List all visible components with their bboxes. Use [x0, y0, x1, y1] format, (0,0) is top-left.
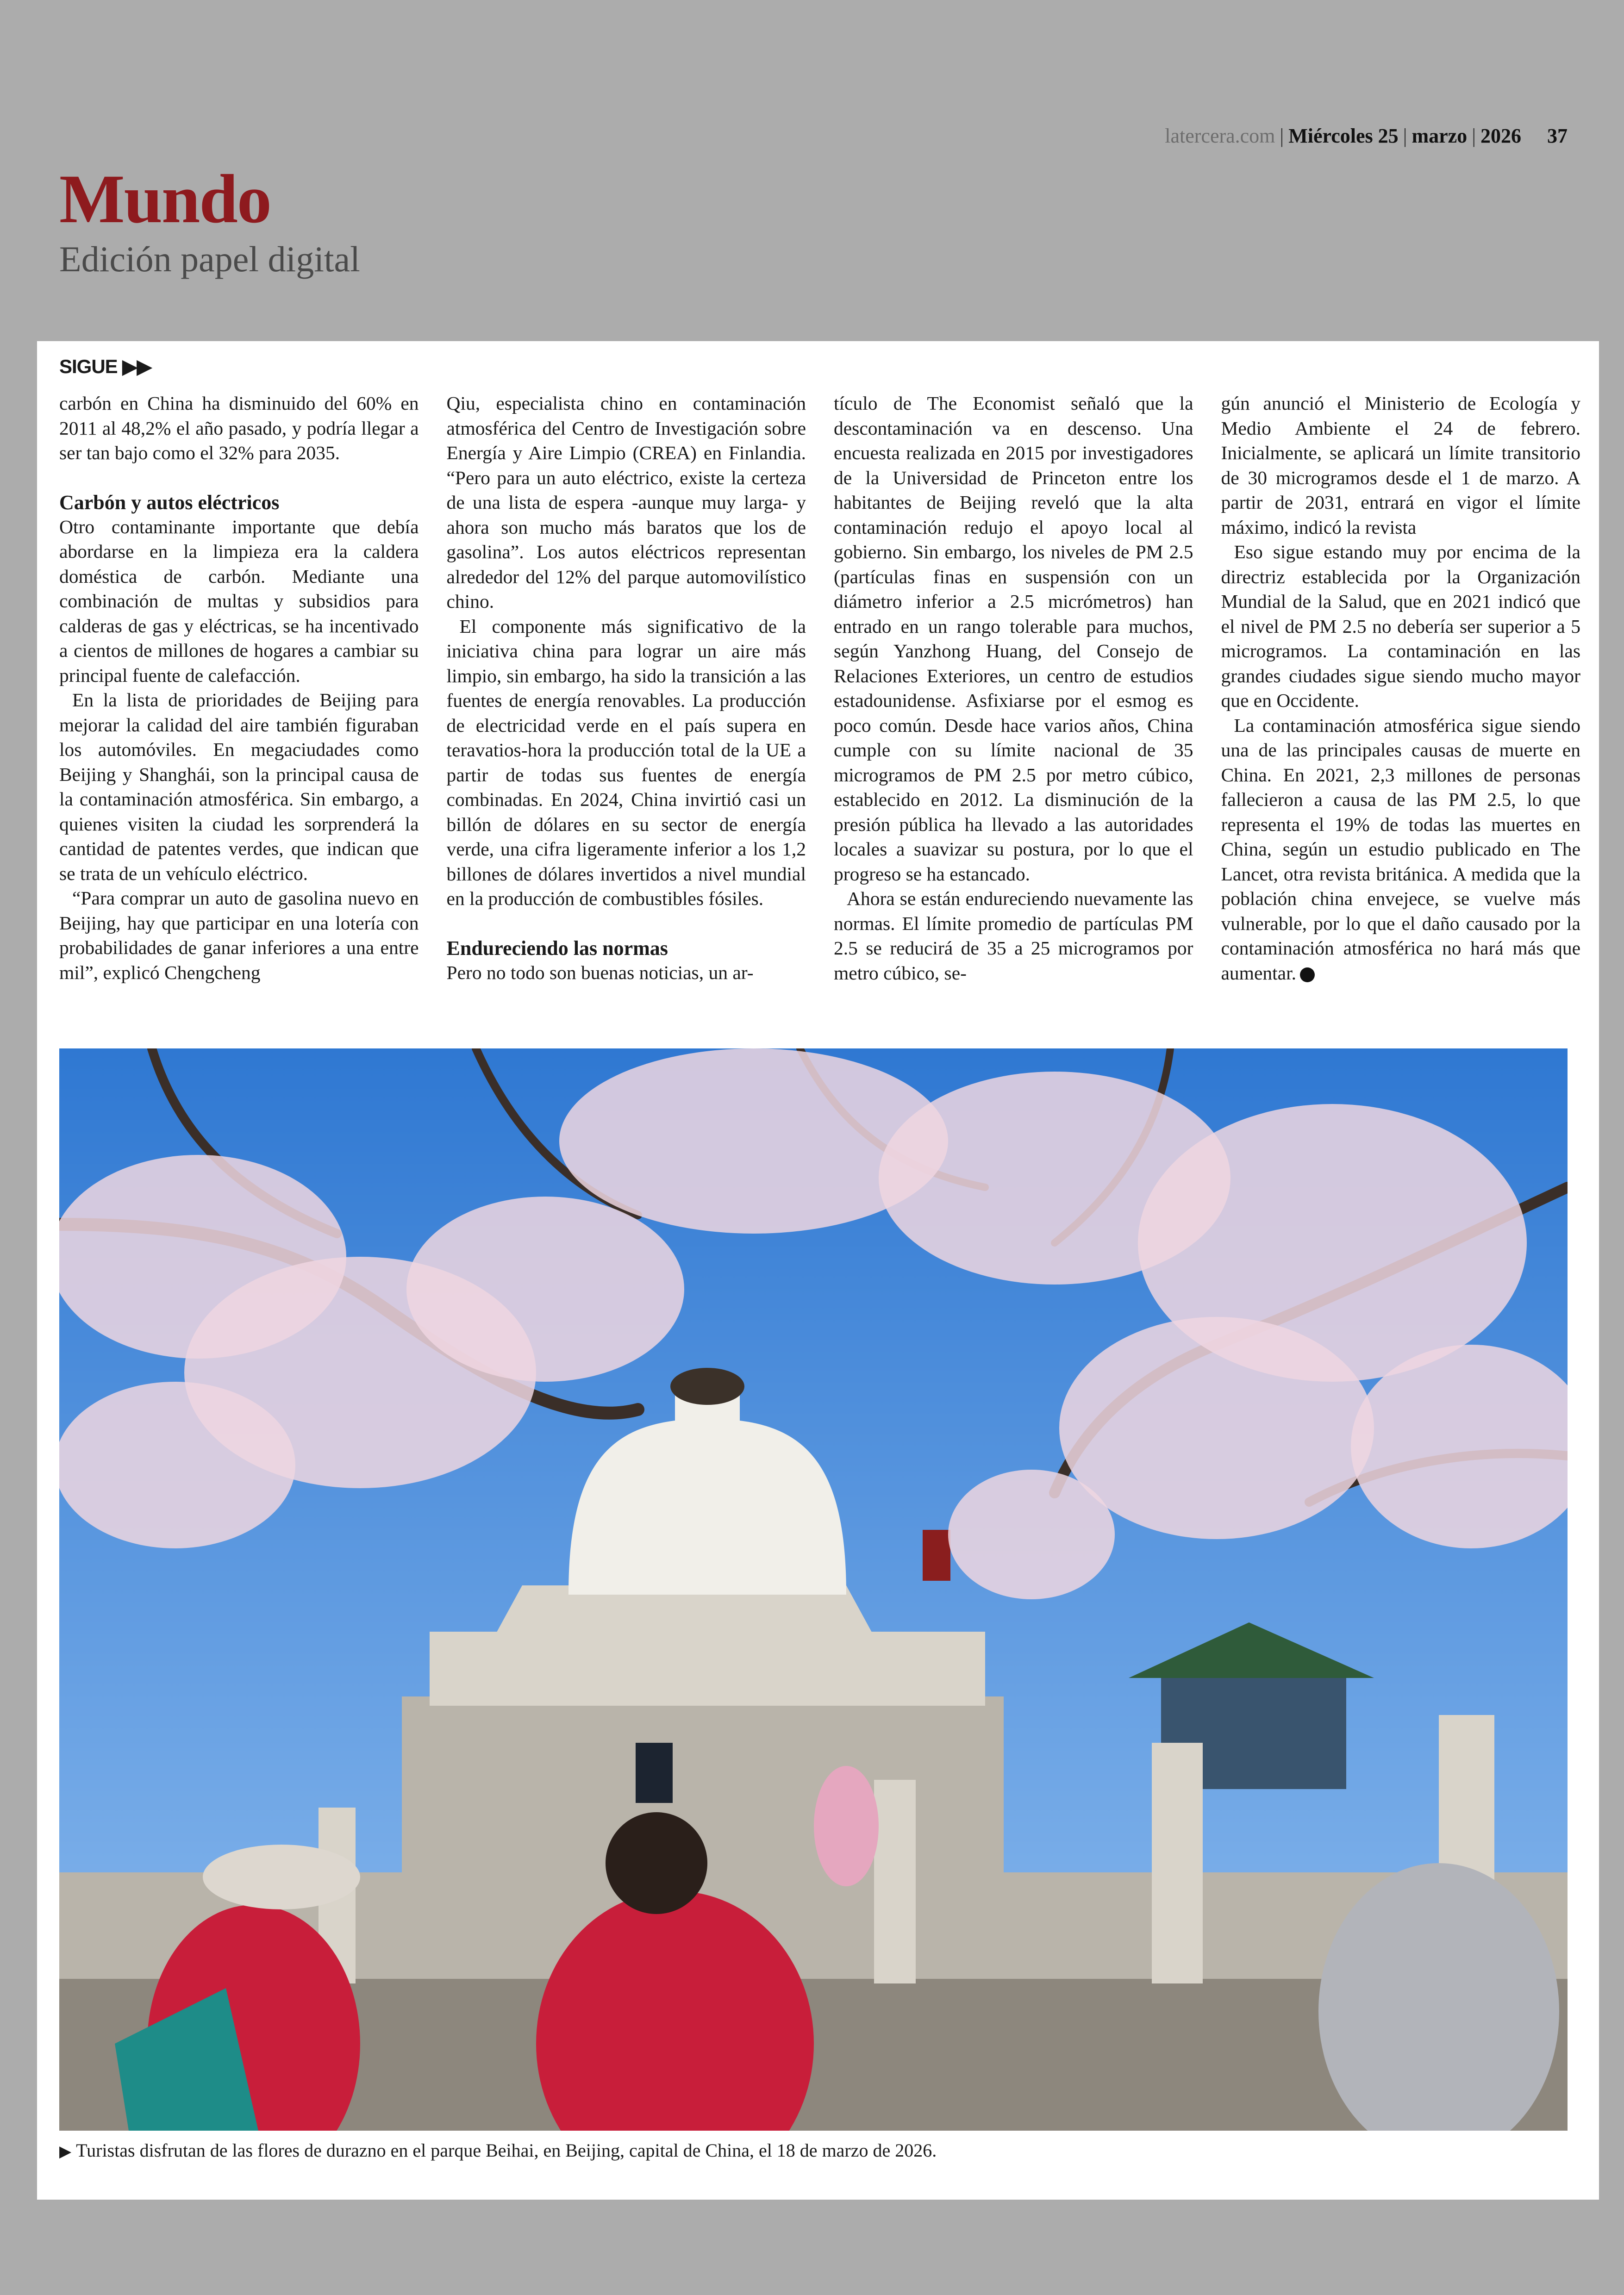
subheading: Carbón y autos eléctricos	[59, 491, 280, 514]
balustrade-post	[1152, 1743, 1203, 1983]
paragraph: gún anunció el Ministerio de Ecología y Medio Ambiente el 24 de febrero. Inicialmente, se aplicará un límite transitorio de 30 microgramos desde el 1 de marzo. A partir de 2031, entrará en vigor el límite máximo, indicó la revista	[1221, 393, 1580, 538]
paragraph: Ahora se están endureciendo nuevamente las normas. El límite promedio de partículas PM 2.5 se reducirá de 35 a 25 microgramos por metro cúbico, se-	[834, 888, 1193, 984]
page-number: 37	[1547, 125, 1568, 147]
continue-label: SIGUE ▶▶	[59, 355, 151, 377]
tourist-head	[606, 1812, 707, 1914]
paragraph: Otro contaminante importante que debía abordarse en la limpieza era la caldera doméstica de carbón. Mediante una combinación de multas y subsidios para calderas de gas y eléctricas, se ha incentivado a cientos de millones de hogares a cambiar su principal fuente de calefacción.	[59, 516, 419, 686]
tourist-on-terrace	[814, 1766, 879, 1886]
date-day: Miércoles 25	[1288, 125, 1399, 147]
article-page	[37, 341, 1599, 2200]
blossom-cluster	[948, 1470, 1115, 1599]
paragraph: Pero no todo son buenas noticias, un ar-	[446, 961, 754, 983]
paragraph: “Para comprar un auto de gasolina nuevo en Beijing, hay que participar en una lotería con probabilidades de ganar inferiores a una entre mil”, explicó Chengcheng	[59, 887, 419, 983]
paragraph: La contaminación atmosférica sigue siendo una de las principales causas de muerte en China. En 2021, 2,3 millones de personas fallecieron a causa de las PM 2.5, lo que representa el 19% de todas las muertes en China, según un estudio publicado en The Lancet, otra revista británica. A medida que la población china envejece, se vuelve más vulnerable, por lo que el daño causado por la contaminación atmosférica no hará más que aumentar.	[1221, 714, 1580, 984]
site-name: latercera.com	[1165, 125, 1275, 147]
paragraph: Eso sigue estando muy por encima de la directriz establecida por la Organización Mundial de la Salud, que en 2021 indicó que el nivel de PM 2.5 no debería ser superior a 5 microgramos. La contaminación en las grandes ciudades sigue siendo mucho mayor que en Occidente.	[1221, 541, 1580, 711]
subheading: Endureciendo las normas	[446, 936, 668, 960]
tourist-hat	[203, 1845, 360, 1909]
caption-text: Turistas disfrutan de las flores de durazno en el parque Beihai, en Beijing, capital de China, el 18 de marzo de 2026.	[76, 2140, 937, 2161]
blossom-cluster	[59, 1382, 295, 1548]
page-masthead: latercera.com | Miércoles 25 | marzo | 2026 37	[1165, 125, 1568, 147]
stupa-window	[923, 1530, 950, 1581]
paragraph: En la lista de prioridades de Beijing para mejorar la calidad del aire también figuraban los automóviles. En megaciudades como Beijing y Shanghái, son la principal causa de la contaminación atmosférica. Sin embargo, a quienes visiten la ciudad les sorprenderá la cantidad de patentes verdes, que indican que se trata de un vehículo eléctrico.	[59, 689, 419, 884]
blossom-cluster	[1059, 1317, 1374, 1539]
date-month: marzo	[1412, 125, 1468, 147]
section-subtitle: Edición papel digital	[59, 239, 360, 279]
caption-arrow-icon: ▶	[59, 2143, 72, 2160]
phone	[636, 1743, 673, 1803]
paragraph: carbón en China ha disminuido del 60% en 2011 al 48,2% el año pasado, y podría llegar a ser tan bajo como el 32% para 2035.	[59, 393, 419, 463]
photo-caption	[59, 2139, 937, 2161]
blossom-cluster	[406, 1197, 684, 1382]
stupa-base-tier	[430, 1632, 985, 1706]
end-of-article-icon	[1300, 967, 1315, 982]
paragraph: tículo de The Economist señaló que la descontaminación va en descenso. Una encuesta realizada en 2015 por investigadores de la Universidad de Princeton entre los habitantes de Beijing reveló que la alta contaminación redujo el apoyo local al gobierno. Sin embargo, los niveles de PM 2.5 (partículas finas en suspensión con un diámetro inferior a 2.5 micrómetros) han entrado en un rango tolerable para muchos, según Yanzhong Huang, del Consejo de Relaciones Exteriores, un centro de estudios estadounidense. Asfixiarse por el esmog es poco común. Desde hace varios años, China cumple con su límite nacional de 35 microgramos de PM 2.5 por metro cúbico, establecido en 2012. La disminución de la presión pública ha llevado a las autoridades locales a suavizar su postura, por lo que el progreso se ha estancado.	[834, 393, 1193, 885]
beihai-park-photo	[59, 1048, 1568, 2131]
date-year: 2026	[1480, 125, 1521, 147]
paragraph: Qiu, especialista chino en contaminación atmosférica del Centro de Investigación sobre Energía y Aire Limpio (CREA) en Finlandia. “Pero para un auto eléctrico, existe la certeza de una lista de espera -aunque muy larga- y ahora son mucho más baratos que los de gasolina”. Los autos eléctricos representan alrededor del 12% del parque automovilístico chino.	[446, 393, 806, 612]
paragraph: El componente más significativo de la iniciativa china para lograr un aire más limpio, sin embargo, ha sido la transición a las fuentes de energía renovables. La producción de electricidad verde en el país supera en teravatios-hora la producción total de la UE a partir de todas sus fuentes de energía combinadas. En 2024, China invirtió casi un billón de dólares en su sector de energía verde, una cifra ligeramente inferior a los 1,2 billones de dólares invertidos a nivel mundial en la producción de combustibles fósiles.	[446, 615, 806, 909]
stupa-finial	[670, 1368, 744, 1405]
balustrade-post	[874, 1780, 916, 1983]
section-title: Mundo	[59, 161, 271, 237]
